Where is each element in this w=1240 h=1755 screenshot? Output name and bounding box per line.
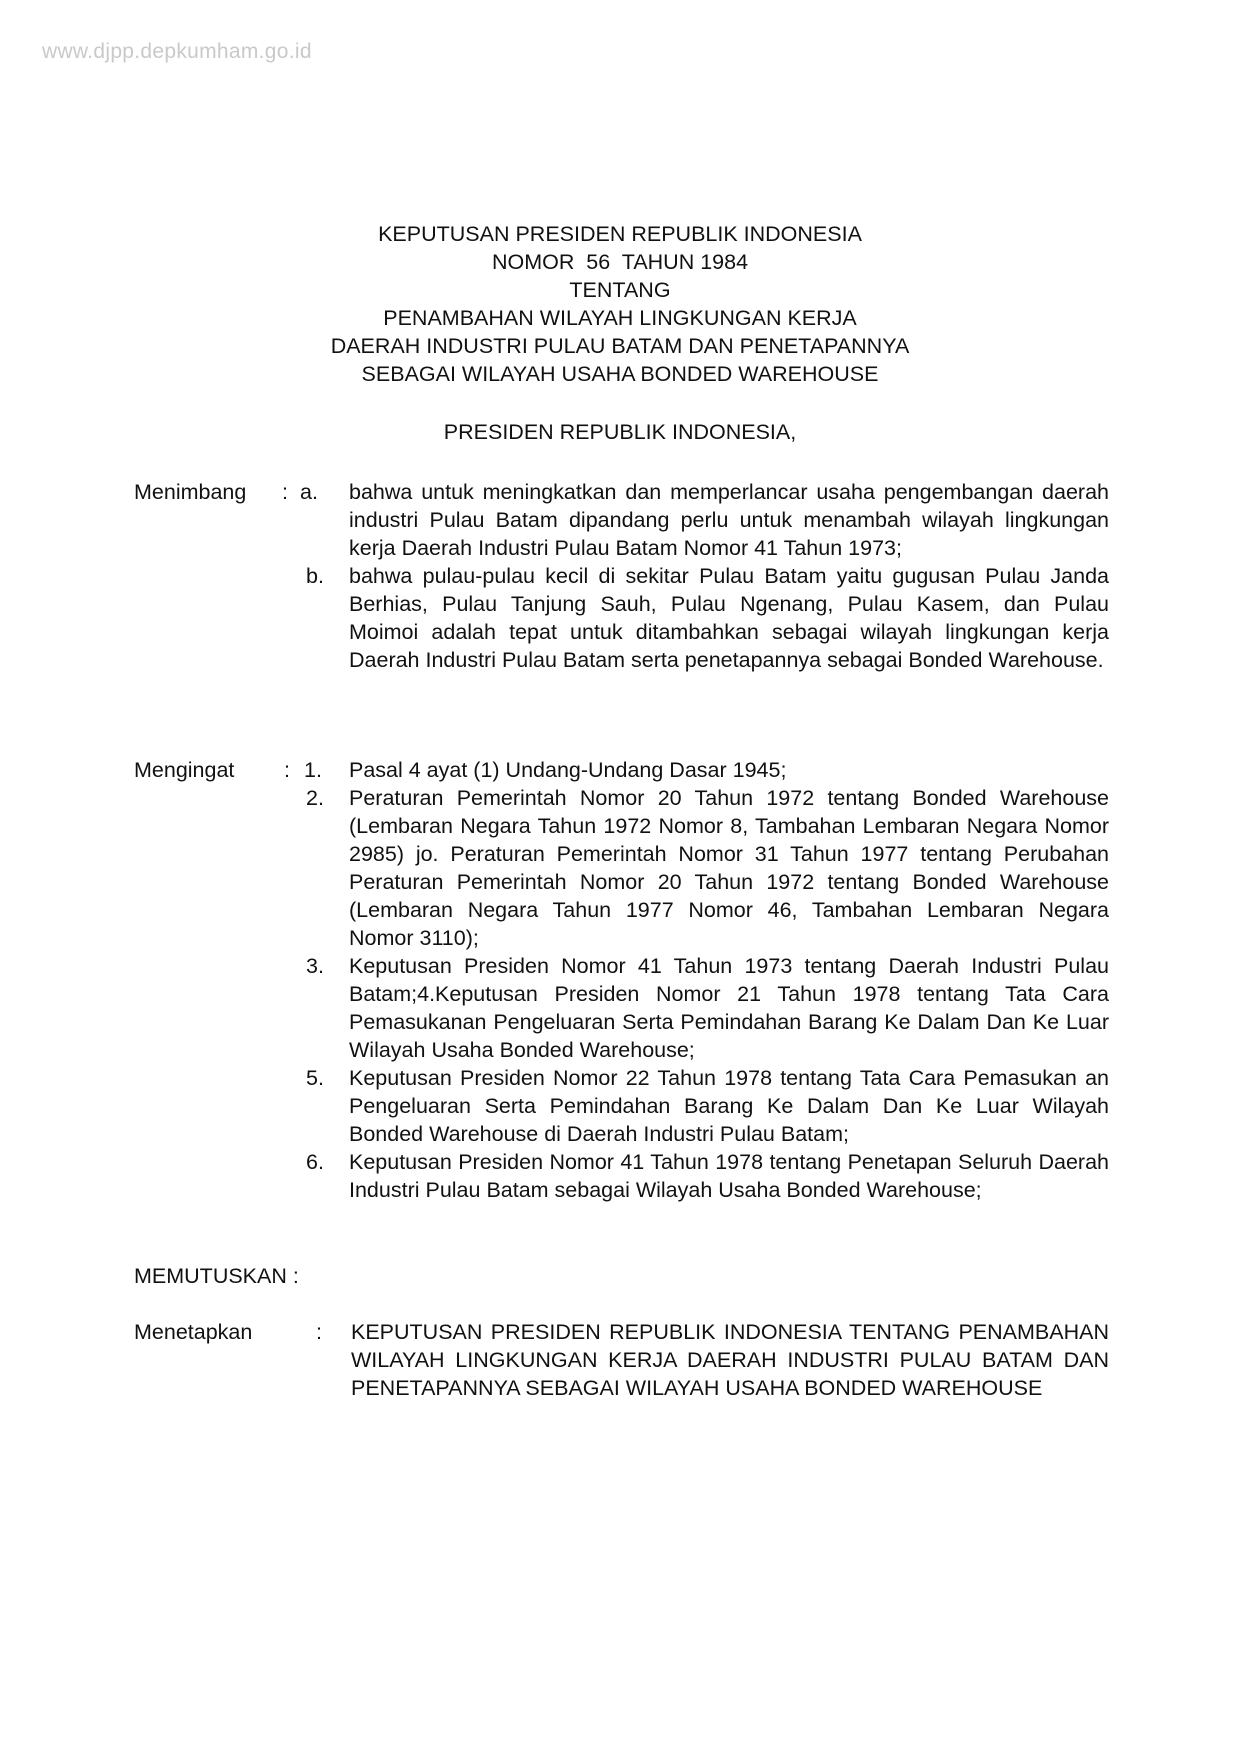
item-marker: a.: [300, 480, 318, 504]
memutuskan-heading: MEMUTUSKAN :: [134, 1264, 299, 1288]
title-line-4: PENAMBAHAN WILAYAH LINGKUNGAN KERJA: [383, 306, 857, 330]
title-line-2: NOMOR 56 TAHUN 1984: [491, 250, 749, 274]
mengingat-item-1: [134, 756, 1109, 784]
president-heading: PRESIDEN REPUBLIK INDONESIA,: [443, 420, 797, 444]
mengingat-item-2: [134, 784, 1109, 952]
menimbang-item-a: [134, 478, 1109, 562]
title-line-3: TENTANG: [569, 278, 671, 302]
item-text: bahwa pulau-pulau kecil di sekitar Pulau Batam yaitu gugusan Pulau Janda Berhias, Pulau Tanjung Sauh, Pulau Ngenang, Pulau Kasem, dan Pulau Moimoi adalah tepat untuk ditambahkan sebagai wilayah lingkungan kerja Daerah Industri Pulau Batam serta penetapannya sebagai Bonded Warehouse.: [349, 564, 1109, 672]
menimbang-item-b: [134, 562, 1109, 674]
item-text: bahwa untuk meningkatkan dan memperlancar usaha pengembangan daerah industri Pulau Batam dipandang perlu untuk menambah wilayah lingkungan kerja Daerah Industri Pulau Batam Nomor 41 Tahun 1973;: [349, 480, 1109, 560]
document-title: [0, 220, 1240, 388]
menimbang-colon: :: [282, 480, 288, 504]
item-text: Peraturan Pemerintah Nomor 20 Tahun 1972 tentang Bonded Warehouse (Lembaran Negara Tahun 1972 Nomor 8, Tambahan Lembaran Negara Nomor 2985) jo. Peraturan Pemerintah Nomor 31 Tahun 1977 tentang Perubahan Peraturan Pemerintah Nomor 20 Tahun 1972 tentang Bonded Warehouse (Lembaran Negara Tahun 1977 Nomor 46, Tambahan Lembaran Negara Nomor 3110);: [349, 786, 1109, 950]
item-marker: 3.: [306, 954, 324, 978]
menimbang-label: Menimbang: [134, 480, 247, 504]
menetapkan-section: [134, 1318, 1109, 1402]
item-text: Pasal 4 ayat (1) Undang-Undang Dasar 1945;: [349, 758, 787, 782]
item-marker: 5.: [306, 1066, 324, 1090]
item-marker: 1.: [304, 758, 322, 782]
title-line-6: SEBAGAI WILAYAH USAHA BONDED WAREHOUSE: [361, 362, 879, 386]
menetapkan-colon: :: [316, 1320, 322, 1344]
mengingat-item-5: [134, 1064, 1109, 1148]
item-marker: b.: [306, 564, 324, 588]
mengingat-section: [134, 756, 1109, 1204]
watermark-url: www.djpp.depkumham.go.id: [42, 40, 312, 63]
mengingat-colon: :: [284, 758, 290, 782]
menetapkan-row: [134, 1318, 1109, 1402]
menetapkan-text: KEPUTUSAN PRESIDEN REPUBLIK INDONESIA TENTANG PENAMBAHAN WILAYAH LINGKUNGAN KERJA DAERAH INDUSTRI PULAU BATAM DAN PENETAPANNYA SEBAGAI WILAYAH USAHA BONDED WAREHOUSE: [351, 1320, 1109, 1400]
item-text: Keputusan Presiden Nomor 22 Tahun 1978 tentang Tata Cara Pemasukan an Pengeluaran Serta Pemindahan Barang Ke Dalam Dan Ke Luar Wilayah Bonded Warehouse di Daerah Industri Pulau Batam;: [349, 1066, 1109, 1146]
item-text: Keputusan Presiden Nomor 41 Tahun 1978 tentang Penetapan Seluruh Daerah Industri Pulau Batam sebagai Wilayah Usaha Bonded Warehouse;: [349, 1150, 1109, 1202]
title-line-1: KEPUTUSAN PRESIDEN REPUBLIK INDONESIA: [378, 222, 862, 246]
mengingat-item-6: [134, 1148, 1109, 1204]
mengingat-item-3: [134, 952, 1109, 1064]
item-marker: 6.: [306, 1150, 324, 1174]
item-marker: 2.: [306, 786, 324, 810]
menetapkan-label: Menetapkan: [134, 1320, 253, 1344]
item-text: Keputusan Presiden Nomor 41 Tahun 1973 tentang Daerah Industri Pulau Batam;4.Keputusan Presiden Nomor 21 Tahun 1978 tentang Tata Cara Pemasukanan Pengeluaran Serta Pemindahan Barang Ke Dalam Dan Ke Luar Wilayah Usaha Bonded Warehouse;: [349, 954, 1109, 1062]
mengingat-label: Mengingat: [134, 758, 235, 782]
title-line-5: DAERAH INDUSTRI PULAU BATAM DAN PENETAPANNYA: [330, 334, 910, 358]
menimbang-section: [134, 478, 1109, 674]
